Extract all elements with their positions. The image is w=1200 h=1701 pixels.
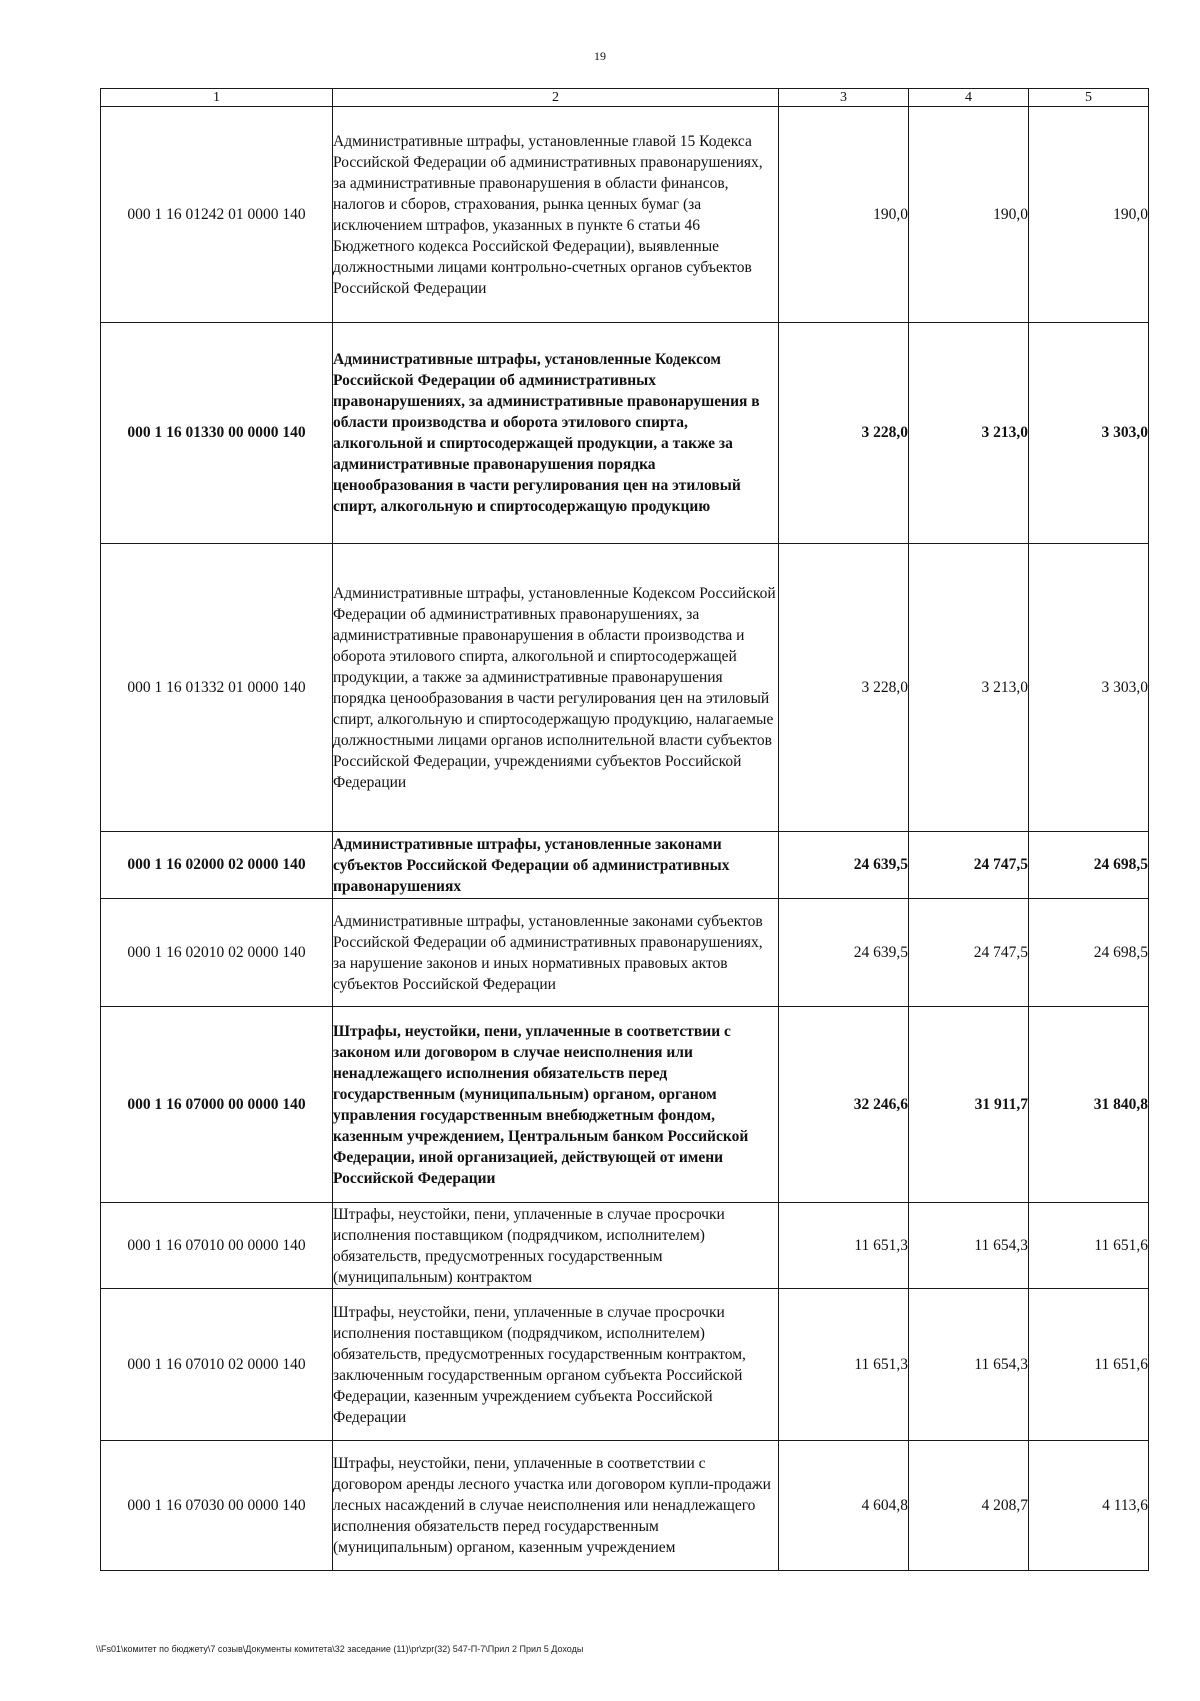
value-col-5: 11 651,6 <box>1029 1203 1149 1289</box>
table-row <box>101 1289 1149 1441</box>
row-description: Административные штрафы, установленные законами субъектов Российской Федерации об административных правонарушениях <box>333 832 779 899</box>
row-description: Административные штрафы, установленные Кодексом Российской Федерации об административных правонарушениях, за административные правонарушения в области производства и оборота этилового спирта, алкогольной и спиртосодержащей продукции, а также за административные правонарушения порядка ценообразования в части регулирования цен на этиловый спирт, алкогольную и спиртосодержащую продукцию, налагаемые должностными лицами органов исполнительной власти субъектов Российской Федерации, учреждениями субъектов Российской Федерации <box>333 544 779 832</box>
budget-code: 000 1 16 02000 02 0000 140 <box>101 832 333 899</box>
page-number: 19 <box>594 49 606 63</box>
value-col-4: 3 213,0 <box>909 544 1029 832</box>
row-description: Штрафы, неустойки, пени, уплаченные в случае просрочки исполнения поставщиком (подрядчиком, исполнителем) обязательств, предусмотренных государственным контрактом, заключенным государственным органом субъекта Российской Федерации, казенным учреждением субъекта Российской Федерации <box>333 1289 779 1441</box>
budget-code: 000 1 16 01330 00 0000 140 <box>101 323 333 544</box>
table-row <box>101 899 1149 1007</box>
value-col-4: 3 213,0 <box>909 323 1029 544</box>
value-col-4: 31 911,7 <box>909 1007 1029 1203</box>
value-col-4: 11 654,3 <box>909 1203 1029 1289</box>
value-col-5: 3 303,0 <box>1029 544 1149 832</box>
value-col-4: 24 747,5 <box>909 832 1029 899</box>
table-row <box>101 107 1149 323</box>
value-col-3: 24 639,5 <box>779 832 909 899</box>
budget-table <box>100 88 1149 1571</box>
budget-code: 000 1 16 07000 00 0000 140 <box>101 1007 333 1203</box>
value-col-5: 3 303,0 <box>1029 323 1149 544</box>
row-description: Штрафы, неустойки, пени, уплаченные в соответствии с законом или договором в случае неисполнения или ненадлежащего исполнения обязательств перед государственным (муниципальным) органом, органом управления государственным внебюджетным фондом, казенным учреждением, Центральным банком Российской Федерации, иной организацией, действующей от имени Российской Федерации <box>333 1007 779 1203</box>
file-path-footer: \\Fs01\комитет по бюджету\7 созыв\Документы комитета\32 заседание (11)\pr\zpr(32) 547-П-7\Прил 2 Прил 5 Доходы <box>96 1644 584 1654</box>
table-row <box>101 544 1149 832</box>
budget-code: 000 1 16 07010 00 0000 140 <box>101 1203 333 1289</box>
value-col-3: 4 604,8 <box>779 1441 909 1571</box>
value-col-5: 24 698,5 <box>1029 832 1149 899</box>
header-col-4: 4 <box>909 89 1029 107</box>
value-col-3: 3 228,0 <box>779 544 909 832</box>
value-col-3: 24 639,5 <box>779 899 909 1007</box>
budget-code: 000 1 16 02010 02 0000 140 <box>101 899 333 1007</box>
value-col-4: 24 747,5 <box>909 899 1029 1007</box>
budget-code: 000 1 16 01332 01 0000 140 <box>101 544 333 832</box>
table-row <box>101 323 1149 544</box>
row-description: Административные штрафы, установленные законами субъектов Российской Федерации об административных правонарушениях, за нарушение законов и иных нормативных правовых актов субъектов Российской Федерации <box>333 899 779 1007</box>
header-col-5: 5 <box>1029 89 1149 107</box>
value-col-5: 24 698,5 <box>1029 899 1149 1007</box>
value-col-3: 190,0 <box>779 107 909 323</box>
row-description: Административные штрафы, установленные главой 15 Кодекса Российской Федерации об административных правонарушениях, за административные правонарушения в области финансов, налогов и сборов, страхования, рынка ценных бумаг (за исключением штрафов, указанных в пункте 6 статьи 46 Бюджетного кодекса Российской Федерации), выявленные должностными лицами контрольно-счетных органов субъектов Российской Федерации <box>333 107 779 323</box>
value-col-3: 3 228,0 <box>779 323 909 544</box>
value-col-5: 11 651,6 <box>1029 1289 1149 1441</box>
header-col-3: 3 <box>779 89 909 107</box>
table-row <box>101 1007 1149 1203</box>
budget-code: 000 1 16 07030 00 0000 140 <box>101 1441 333 1571</box>
row-description: Штрафы, неустойки, пени, уплаченные в случае просрочки исполнения поставщиком (подрядчиком, исполнителем) обязательств, предусмотренных государственным (муниципальным) контрактом <box>333 1203 779 1289</box>
table-row <box>101 1441 1149 1571</box>
value-col-3: 11 651,3 <box>779 1289 909 1441</box>
value-col-4: 4 208,7 <box>909 1441 1029 1571</box>
value-col-5: 4 113,6 <box>1029 1441 1149 1571</box>
row-description: Штрафы, неустойки, пени, уплаченные в соответствии с договором аренды лесного участка или договором купли-продажи лесных насаждений в случае неисполнения или ненадлежащего исполнения обязательств перед государственным (муниципальным) органом, казенным учреждением <box>333 1441 779 1571</box>
value-col-5: 190,0 <box>1029 107 1149 323</box>
table-row <box>101 1203 1149 1289</box>
header-col-2: 2 <box>333 89 779 107</box>
value-col-4: 190,0 <box>909 107 1029 323</box>
value-col-3: 11 651,3 <box>779 1203 909 1289</box>
value-col-3: 32 246,6 <box>779 1007 909 1203</box>
table-row <box>101 832 1149 899</box>
value-col-4: 11 654,3 <box>909 1289 1029 1441</box>
value-col-5: 31 840,8 <box>1029 1007 1149 1203</box>
budget-code: 000 1 16 01242 01 0000 140 <box>101 107 333 323</box>
row-description: Административные штрафы, установленные Кодексом Российской Федерации об административных правонарушениях, за административные правонарушения в области производства и оборота этилового спирта, алкогольной и спиртосодержащей продукции, а также за административные правонарушения порядка ценообразования в части регулирования цен на этиловый спирт, алкогольную и спиртосодержащую продукцию <box>333 323 779 544</box>
budget-code: 000 1 16 07010 02 0000 140 <box>101 1289 333 1441</box>
header-col-1: 1 <box>101 89 333 107</box>
table-header-row <box>101 89 1149 107</box>
